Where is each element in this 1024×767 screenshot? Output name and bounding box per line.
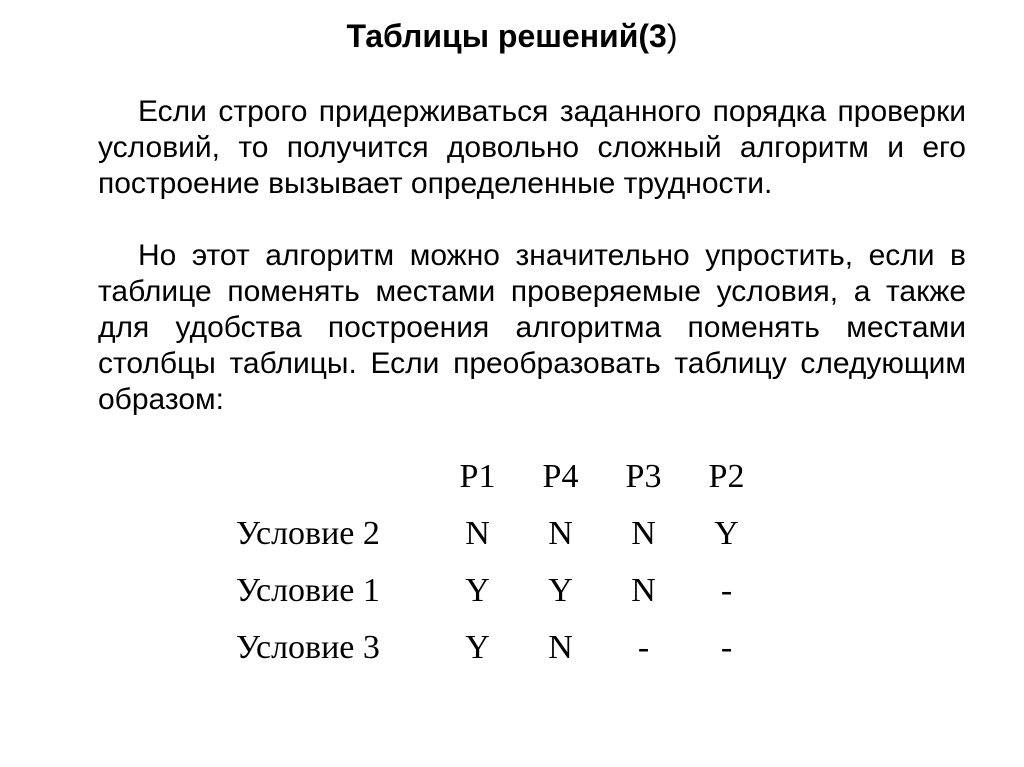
- table-cell: -: [720, 628, 733, 666]
- decision-table: [226, 448, 768, 676]
- table-cell: N: [465, 514, 490, 552]
- slide-title-closing-paren: ): [666, 18, 678, 54]
- column-header: P4: [542, 457, 579, 495]
- paragraph-simplify-algorithm: Но этот алгоритм можно значительно упростить, если в таблице поменять местами проверяемые условия, а также для удобства построения алгоритма поменять местами столбцы таблицы. Если преобразовать таблицу следующим образом:: [98, 239, 966, 416]
- table-cell: Y: [465, 571, 490, 609]
- table-cell: N: [548, 628, 573, 666]
- table-cell: N: [548, 514, 573, 552]
- slide-title-text: Таблицы решений(3: [346, 18, 667, 54]
- table-cell: N: [631, 514, 656, 552]
- table-header-row: [226, 448, 768, 505]
- paragraph-strict-order: Если строго придерживаться заданного порядка проверки условий, то получится довольно сложный алгоритм и его построение вызывает определенные трудности.: [98, 95, 966, 200]
- table-cell: N: [631, 571, 656, 609]
- table-cell: -: [720, 571, 733, 609]
- column-header: P3: [625, 457, 662, 495]
- row-label: Условие 3: [236, 628, 380, 666]
- column-header: P1: [459, 457, 496, 495]
- column-header: P2: [708, 457, 745, 495]
- table-row: [226, 619, 768, 676]
- slide-title: [0, 14, 1024, 58]
- table-cell: Y: [714, 514, 739, 552]
- row-label: Условие 1: [236, 571, 380, 609]
- table-row: [226, 562, 768, 619]
- table-row: [226, 505, 768, 562]
- table-cell: Y: [548, 571, 573, 609]
- table-cell: -: [637, 628, 650, 666]
- row-label: Условие 2: [236, 514, 380, 552]
- table-cell: Y: [465, 628, 490, 666]
- table-corner-cell: [226, 448, 436, 505]
